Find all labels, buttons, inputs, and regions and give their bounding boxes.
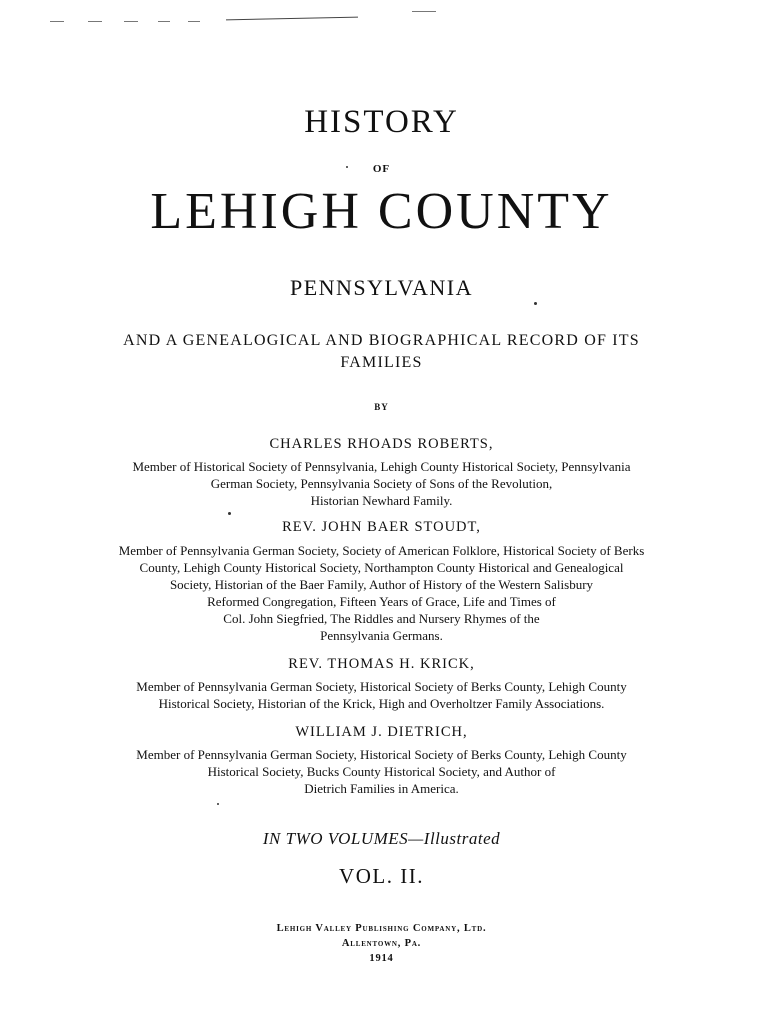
publisher-city: Allentown, Pa. (341, 938, 422, 949)
title-of: OF (372, 163, 391, 175)
author-description-line: Member of Pennsylvania German Society, Historical Society of Berks County, Lehigh County (136, 679, 627, 694)
author-description-line: Member of Historical Society of Pennsylvania, Lehigh County Historical Society, Pennsylvania (132, 459, 631, 474)
author-name: WILLIAM J. DIETRICH, (295, 724, 468, 740)
title-history: HISTORY (304, 104, 459, 140)
scan-artifact-dash (50, 21, 64, 22)
volumes-label: IN TWO VOLUMES—Illustrated (262, 829, 501, 848)
author-description-line: Society, Historian of the Baer Family, Author of History of the Western Salisbury (169, 577, 594, 592)
title-state: PENNSYLVANIA (289, 275, 474, 300)
author-name: REV. THOMAS H. KRICK, (288, 656, 475, 672)
volume-number: VOL. II. (339, 864, 424, 888)
author-description (0, 678, 763, 712)
publisher-name: Lehigh Valley Publishing Company, Ltd. (276, 923, 487, 934)
author-description-line: Member of Pennsylvania German Society, Society of American Folklore, Historical Society of Berks (118, 543, 645, 558)
scan-speck (534, 302, 537, 305)
title-county: LEHIGH COUNTY (150, 183, 613, 240)
author-description (0, 542, 763, 644)
author-description-line: Dietrich Families in America. (304, 781, 459, 796)
scan-artifact-rule (226, 17, 358, 21)
author-name: CHARLES RHOADS ROBERTS, (269, 436, 494, 452)
author-description (0, 746, 763, 797)
subtitle (0, 330, 763, 374)
scan-artifact-dash (158, 21, 170, 22)
scan-speck (228, 512, 231, 515)
author-description-line: Col. John Siegfried, The Riddles and Nursery Rhymes of the (223, 611, 540, 626)
author-description-line: Historical Society, Bucks County Historical Society, and Author of (207, 764, 556, 779)
subtitle-line-2: FAMILIES (340, 354, 423, 371)
author-description (0, 458, 763, 509)
scan-speck (217, 803, 219, 805)
subtitle-line-1: AND A GENEALOGICAL AND BIOGRAPHICAL RECORD OF ITS (123, 332, 640, 349)
scan-artifact-dash (188, 21, 200, 22)
author-description-line: Member of Pennsylvania German Society, Historical Society of Berks County, Lehigh County (136, 747, 627, 762)
by-label: BY (374, 402, 389, 412)
author-description-line: County, Lehigh County Historical Society, Northampton County Historical and Genealogical (139, 560, 624, 575)
author-name: REV. JOHN BAER STOUDT, (282, 519, 481, 535)
scan-artifact-dash (124, 21, 138, 22)
author-description-line: Reformed Congregation, Fifteen Years of Grace, Life and Times of (207, 594, 556, 609)
author-description-line: Historian Newhard Family. (310, 493, 453, 508)
scan-artifact-dash (412, 11, 436, 12)
author-description-line: Historical Society, Historian of the Krick, High and Overholtzer Family Associations. (158, 696, 605, 711)
author-description-line: German Society, Pennsylvania Society of Sons of the Revolution, (210, 476, 553, 491)
author-description-line: Pennsylvania Germans. (320, 628, 443, 643)
scan-artifact-dash (88, 21, 102, 22)
publication-year: 1914 (369, 953, 394, 964)
